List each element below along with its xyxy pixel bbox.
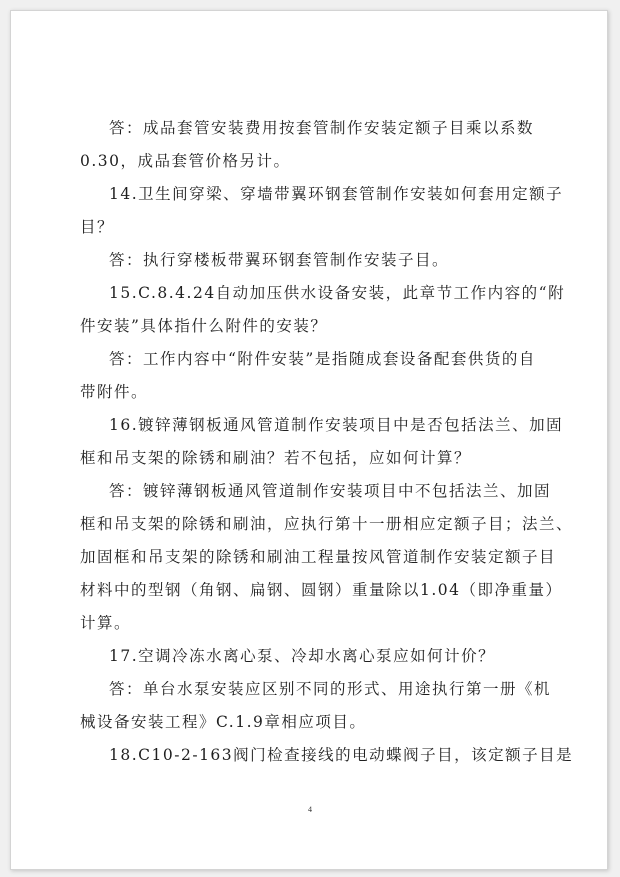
text-line: 框和吊支架的除锈和刷油？若不包括，应如何计算？ <box>80 449 472 467</box>
text-line: 0.30，成品套管价格另计。 <box>80 152 291 170</box>
question-16-line: 16.镀锌薄钢板通风管道制作安装项目中是否包括法兰、加固 <box>109 416 564 434</box>
text-line: 械设备安装工程》C.1.9章相应项目。 <box>80 713 367 731</box>
text-line: 加固框和吊支架的除锈和刷油工程量按风管道制作安装定额子目 <box>80 548 557 566</box>
text-line: 答：成品套管安装费用按套管制作安装定额子目乘以系数 <box>109 119 535 137</box>
text-line: 目？ <box>80 218 115 236</box>
text-line: 件安装”具体指什么附件的安装？ <box>80 317 328 335</box>
question-18-line: 18.C10-2-163阀门检查接线的电动蝶阀子目，该定额子目是 <box>109 746 574 764</box>
page-number: 4 <box>308 805 312 814</box>
text-line: 带附件。 <box>80 383 149 401</box>
text-line: 计算。 <box>80 614 132 632</box>
question-17-line: 17.空调冷冻水离心泵、冷却水离心泵应如何计价？ <box>109 647 496 665</box>
text-line: 材料中的型钢（角钢、扁钢、圆钢）重量除以1.04（即净重量） <box>80 581 563 599</box>
answer-14-line: 答：执行穿楼板带翼环钢套管制作安装子目。 <box>109 251 450 269</box>
answer-15-line: 答：工作内容中“附件安装”是指随成套设备配套供货的自 <box>109 350 536 368</box>
question-14-line: 14.卫生间穿梁、穿墙带翼环钢套管制作安装如何套用定额子 <box>109 185 564 203</box>
document-page <box>10 10 608 870</box>
answer-17-line: 答：单台水泵安装应区别不同的形式、用途执行第一册《机 <box>109 680 552 698</box>
answer-16-line: 答：镀锌薄钢板通风管道制作安装项目中不包括法兰、加固 <box>109 482 552 500</box>
question-15-line: 15.C.8.4.24自动加压供水设备安装，此章节工作内容的“附 <box>109 284 566 302</box>
text-line: 框和吊支架的除锈和刷油，应执行第十一册相应定额子目；法兰、 <box>80 515 574 533</box>
